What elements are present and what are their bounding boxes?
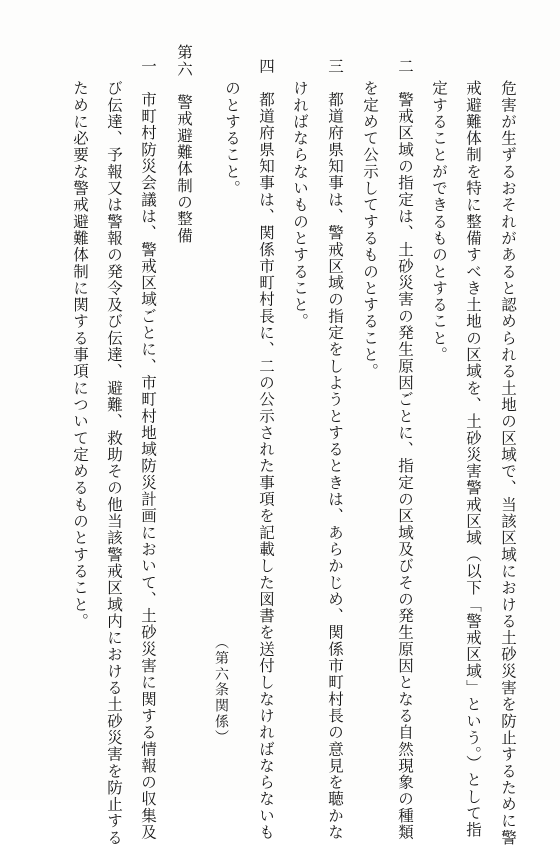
item-2-column-2: を定めて公示してするものとすること。: [361, 80, 379, 380]
article-reference: （第六条関係）: [213, 635, 229, 746]
item-1-column-1: 一 市町村防災会議は、警戒区域ごとに、市町村地域防災計画において、土砂災害に関する情報の収集及: [139, 58, 157, 841]
text-column-3: 定することができるものとすること。: [430, 80, 448, 364]
text-column-1: 危害が生ずるおそれがあると認められる土地の区域で、当該区域における土砂災害を防止するために警: [499, 80, 517, 846]
item-1-column-2: び伝達、予報又は警報の発令及び伝達、避難、救助その他当該警戒区域内における土砂災害を防止する: [105, 80, 123, 846]
text-column-2: 戒避難体制を特に整備すべき土地の区域を、土砂災害警戒区域（以下「警戒区域」という。）として指: [464, 80, 482, 839]
item-4-column-2: のとすること。: [223, 80, 241, 197]
item-3-column-1: 三 都道府県知事は、警戒区域の指定をしようとするときは、あらかじめ、関係市町村長の意見を聴かな: [326, 58, 344, 841]
item-4-column-1: 四 都道府県知事は、関係市町村長に、二の公示された事項を記載した図書を送付しなければならないも: [257, 58, 275, 841]
item-1-column-3: ために必要な警戒避難体制に関する事項について定めるものとすること。: [71, 80, 89, 630]
item-2-column-1: 二 警戒区域の指定は、土砂災害の発生原因ごとに、指定の区域及びその発生原因となる自然現象の種類: [396, 58, 414, 841]
section-heading: 第六 警戒避難体制の整備: [175, 44, 193, 244]
item-3-column-2: ければならないものとすること。: [291, 80, 309, 330]
